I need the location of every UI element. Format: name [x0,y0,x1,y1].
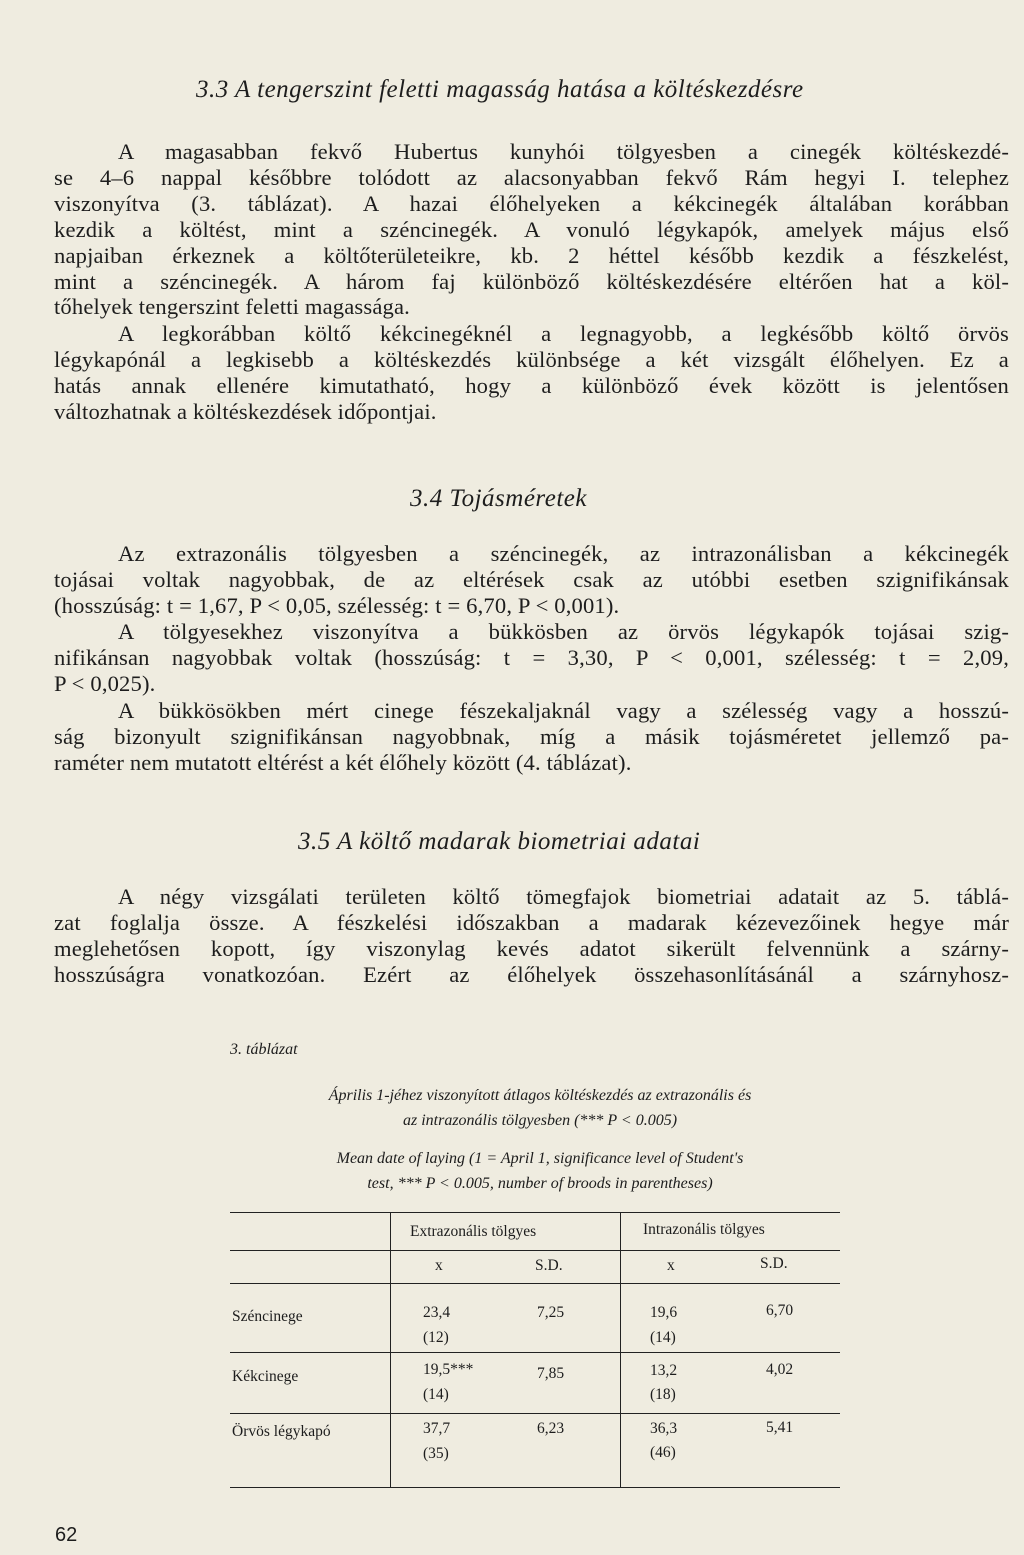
text-line: hatás annak ellenére kimutatható, hogy a különböző évek között is jelentősen [54,372,1009,398]
paragraph-3-4-3 [54,698,1009,776]
col-group-header-extrazonal: Extrazonális tölgyes [410,1223,537,1240]
table-rule-row [230,1413,840,1414]
cell-in-sd: 5,41 [766,1419,794,1436]
text-line: Az extrazonális tölgyesben a széncinegék, az intrazonálisban a kékcinegék [118,541,1009,566]
text-line: (hosszúság: t = 1,67, P < 0,05, szélesség: t = 6,70, P < 0,001). [54,592,620,618]
text-line: mint a széncinegék. A három faj különböző költéskezdésére eltérően hat a köl- [54,268,1009,294]
text-line: ság bizonyult szignifikánsan nagyobbnak, míg a másik tojásméretet jellemző pa- [54,723,1009,749]
text-line: P < 0,025). [54,670,156,696]
caption-line: Április 1-jéhez viszonyított átlagos költéskezdés az extrazonális és [328,1087,752,1104]
table-rule-header [230,1250,840,1251]
table-caption-en [230,1146,850,1196]
cell-ex-n: (14) [423,1386,449,1403]
caption-line: az intrazonális tölgyesben (*** P < 0.005) [402,1112,678,1129]
table-rule-top [230,1212,840,1213]
cell-in-mean: 19,6 [650,1304,678,1321]
col-header-x: x [667,1257,675,1274]
section-heading-3-5: 3.5 A költő madarak biometriai adatai [298,828,701,855]
text-line: zat foglalja össze. A fészkelési időszakban a madarak kézevezőinek hegye már [54,909,1009,935]
col-header-x: x [435,1257,443,1274]
cell-ex-sd: 7,25 [537,1304,565,1321]
table-label: 3. táblázat [230,1041,298,1058]
cell-ex-mean: 23,4 [423,1304,451,1321]
row-label-kekcinege: Kékcinege [232,1368,299,1385]
paragraph-3-4-1 [54,541,1009,619]
cell-in-n: (46) [650,1444,676,1461]
text-line: viszonyítva (3. táblázat). A hazai élőhelyeken a kékcinegék általában korábban [54,190,1009,216]
cell-in-n: (18) [650,1386,676,1403]
caption-line: Mean date of laying (1 = April 1, significance level of Student's [336,1150,744,1167]
text-line: A magasabban fekvő Hubertus kunyhói tölgyesben a cinegék költéskezdé- [118,139,1009,164]
cell-ex-sd: 7,85 [537,1365,565,1382]
text-line: meglehetősen kopott, így viszonylag kevés adatot sikerült felvennünk a szárny- [54,935,1009,961]
row-label-szencinege: Széncinege [232,1308,303,1325]
text-line: A bükkösökben mért cinege fészekaljaknál vagy a szélesség vagy a hosszú- [118,698,1009,723]
cell-ex-mean: 37,7 [423,1420,451,1437]
text-line: hosszúságra vonatkozóan. Ezért az élőhelyek összehasonlításánál a szárnyhosz- [54,961,1009,987]
text-line: nifikánsan nagyobbak voltak (hosszúság: t = 3,30, P < 0,001, szélesség: t = 2,09, [54,644,1009,670]
text-line: se 4–6 nappal későbbre tolódott az alacsonyabban fekvő Rám hegyi I. telephez [54,164,1009,190]
table-rule-bottom [230,1487,840,1488]
cell-in-n: (14) [650,1329,676,1346]
paragraph-3-3-1 [54,139,1009,320]
cell-in-mean: 13,2 [650,1362,678,1379]
text-line: légykapónál a legkisebb a költéskezdés különbsége a két vizsgált élőhelyen. Ez a [54,346,1009,372]
col-header-sd: S.D. [760,1255,788,1272]
caption-line: test, *** P < 0.005, number of broods in parentheses) [367,1175,713,1192]
cell-in-sd: 6,70 [766,1302,794,1319]
table-rule-vertical [390,1212,391,1488]
row-label-orvos-legykapo: Örvös légykapó [232,1423,331,1440]
text-line: változhatnak a költéskezdések időpontjai. [54,398,437,424]
text-line: kezdik a költést, mint a széncinegék. A vonuló légykapók, amelyek május első [54,216,1009,242]
text-line: napjaiban érkeznek a költőterületeikre, kb. 2 héttel később kezdik a fészkelést, [54,242,1009,268]
table-3 [230,1212,840,1490]
text-line: A négy vizsgálati területen költő tömegfajok biometriai adatait az 5. táblá- [118,884,1009,909]
text-line: A legkorábban költő kékcinegéknél a legnagyobb, a legkésőbb költő örvös [118,321,1009,346]
section-heading-3-3: 3.3 A tengerszint feletti magasság hatása a költéskezdésre [196,76,804,103]
paragraph-3-4-2 [54,619,1009,697]
table-caption-hu [230,1083,850,1133]
page-number: 62 [55,1524,78,1546]
col-header-sd: S.D. [535,1257,563,1274]
cell-ex-sd: 6,23 [537,1420,565,1437]
table-rule-subheader [230,1283,840,1284]
cell-in-sd: 4,02 [766,1361,794,1378]
text-line: tojásai voltak nagyobbak, de az eltérések csak az utóbbi esetben szignifikánsak [54,566,1009,592]
table-rule-row [230,1352,840,1353]
text-line: raméter nem mutatott eltérést a két élőhely között (4. táblázat). [54,749,632,775]
cell-in-mean: 36,3 [650,1420,678,1437]
cell-ex-n: (12) [423,1329,449,1346]
section-heading-3-4: 3.4 Tojásméretek [410,485,587,512]
paragraph-3-3-2 [54,321,1009,425]
text-line: tőhelyek tengerszint feletti magassága. [54,294,410,320]
text-line: A tölgyesekhez viszonyítva a bükkösben az örvös légykapók tojásai szig- [118,619,1009,644]
cell-ex-mean: 19,5*** [423,1361,474,1378]
table-rule-vertical [620,1212,621,1488]
col-group-header-intrazonal: Intrazonális tölgyes [643,1221,765,1238]
paragraph-3-5-1 [54,884,1009,988]
cell-ex-n: (35) [423,1445,449,1462]
